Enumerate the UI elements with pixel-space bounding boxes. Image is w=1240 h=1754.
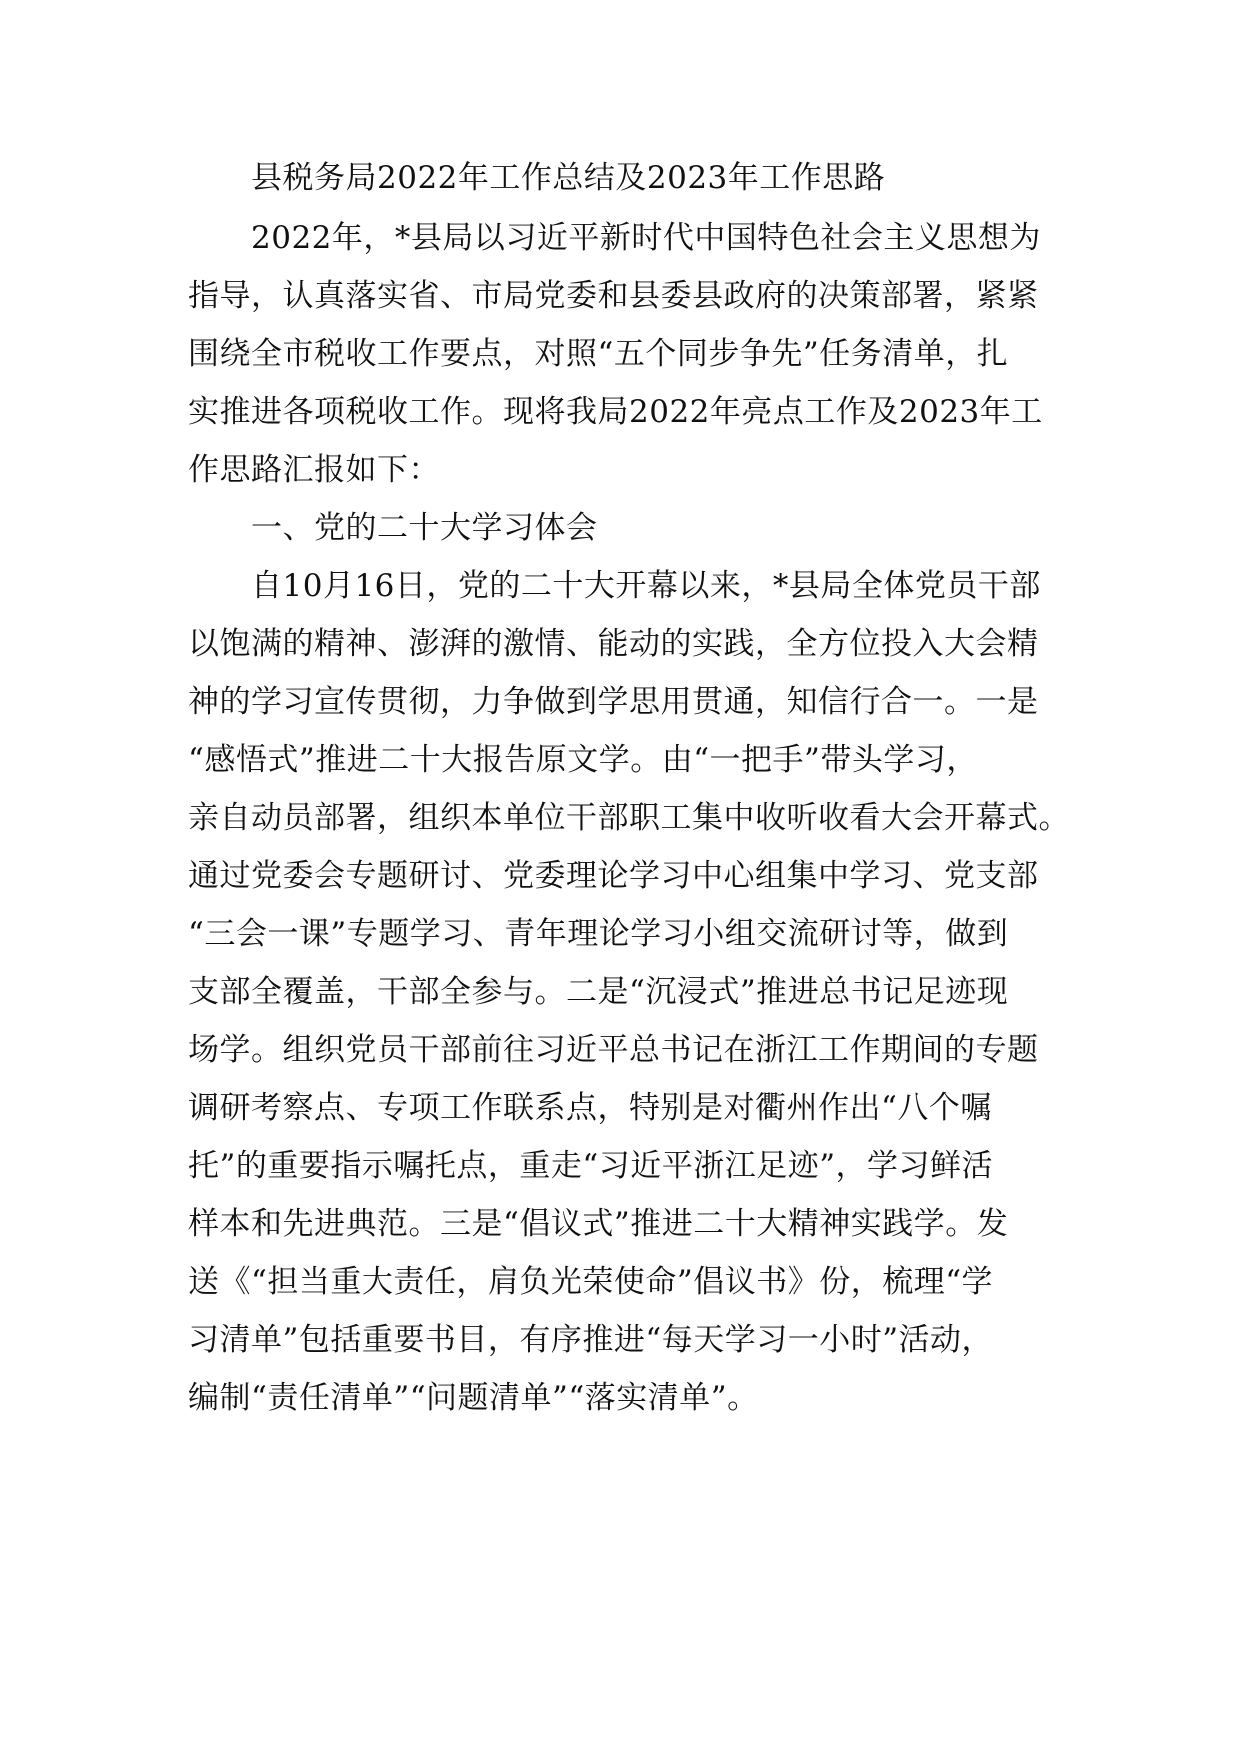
intro-line: 指导，认真落实省、市局党委和县委县政府的决策部署，紧紧 xyxy=(188,278,1039,314)
intro-line: 作思路汇报如下： xyxy=(188,452,440,488)
body-line: 送《“担当重大责任，肩负光荣使命”倡议书》份，梳理“学 xyxy=(188,1264,994,1300)
intro-line: 围绕全市税收工作要点，对照“五个同步争先”任务清单，扎 xyxy=(188,336,1009,372)
body-line: 亲自动员部署，组织本单位干部职工集中收听收看大会开幕式。 xyxy=(188,800,1070,836)
intro-line: 实推进各项税收工作。现将我局2022年亮点工作及2023年工 xyxy=(188,394,1043,430)
body-line: 场学。组织党员干部前往习近平总书记在浙江工作期间的专题 xyxy=(188,1032,1039,1068)
body-line: 自10月16日，党的二十大开幕以来，*县局全体党员干部 xyxy=(251,568,1041,604)
body-line: 托”的重要指示嘱托点，重走“习近平浙江足迹”，学习鲜活 xyxy=(188,1148,994,1184)
body-line: 神的学习宣传贯彻，力争做到学思用贯通，知信行合一。一是 xyxy=(188,684,1039,720)
body-line: 编制“责任清单”“问题清单”“落实清单”。 xyxy=(188,1380,759,1416)
body-line: 调研考察点、专项工作联系点，特别是对衢州作出“八个嘱 xyxy=(188,1090,992,1126)
document-title: 县税务局2022年工作总结及2023年工作思路 xyxy=(251,160,886,196)
body-line: 以饱满的精神、澎湃的激情、能动的实践，全方位投入大会精 xyxy=(188,626,1039,662)
intro-line: 2022年，*县局以习近平新时代中国特色社会主义思想为 xyxy=(251,220,1041,256)
body-line: 通过党委会专题研讨、党委理论学习中心组集中学习、党支部 xyxy=(188,858,1039,894)
body-line: “三会一课”专题学习、青年理论学习小组交流研讨等，做到 xyxy=(188,916,1009,952)
body-line: 支部全覆盖，干部全参与。二是“沉浸式”推进总书记足迹现 xyxy=(188,974,1009,1010)
body-line: 习清单”包括重要书目，有序推进“每天学习一小时”活动， xyxy=(188,1322,994,1358)
body-line: “感悟式”推进二十大报告原文学。由“一把手”带头学习， xyxy=(188,742,978,778)
body-line: 样本和先进典范。三是“倡议式”推进二十大精神实践学。发 xyxy=(188,1206,1009,1242)
section-heading: 一、党的二十大学习体会 xyxy=(251,510,598,546)
